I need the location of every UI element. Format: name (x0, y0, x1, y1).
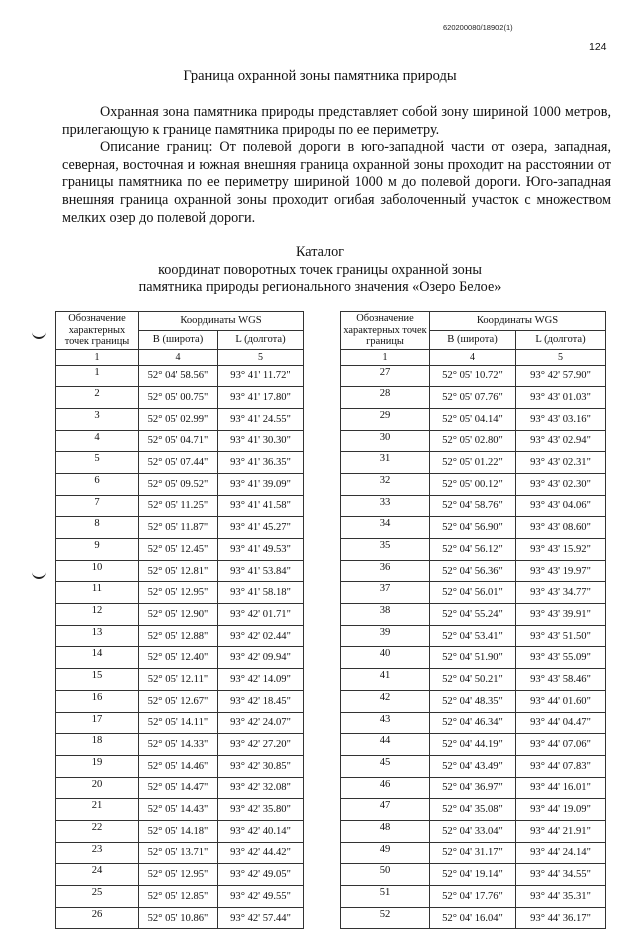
latitude-cell: 52° 04' 56.01" (430, 582, 516, 604)
table-row (56, 647, 304, 669)
latitude-cell: 52° 05' 07.44" (139, 452, 218, 474)
point-number: 30 (341, 430, 430, 452)
point-number: 2 (56, 387, 139, 409)
longitude-cell: 93° 43' 02.94" (516, 430, 606, 452)
header-latitude: B (широта) (139, 330, 218, 349)
latitude-cell: 52° 04' 33.04" (430, 820, 516, 842)
table-row (341, 473, 606, 495)
table-row (341, 842, 606, 864)
latitude-cell: 52° 04' 48.35" (430, 690, 516, 712)
longitude-cell: 93° 41' 24.55" (218, 408, 304, 430)
longitude-cell: 93° 41' 49.53" (218, 539, 304, 561)
longitude-cell: 93° 44' 04.47" (516, 712, 606, 734)
longitude-cell: 93° 42' 49.05" (218, 864, 304, 886)
longitude-cell: 93° 44' 21.91" (516, 820, 606, 842)
longitude-cell: 93° 44' 16.01" (516, 777, 606, 799)
point-number: 43 (341, 712, 430, 734)
table-row (341, 387, 606, 409)
latitude-cell: 52° 04' 35.08" (430, 799, 516, 821)
longitude-cell: 93° 43' 08.60" (516, 517, 606, 539)
longitude-cell: 93° 43' 02.30" (516, 473, 606, 495)
longitude-cell: 93° 43' 03.16" (516, 408, 606, 430)
point-number: 35 (341, 539, 430, 561)
table-row (56, 777, 304, 799)
latitude-cell: 52° 04' 56.36" (430, 560, 516, 582)
table-row (56, 886, 304, 908)
table-row (56, 365, 304, 387)
point-number: 49 (341, 842, 430, 864)
longitude-cell: 93° 41' 30.30" (218, 430, 304, 452)
longitude-cell: 93° 44' 34.55" (516, 864, 606, 886)
point-number: 1 (56, 365, 139, 387)
latitude-cell: 52° 04' 31.17" (430, 842, 516, 864)
point-number: 15 (56, 669, 139, 691)
table-row (56, 560, 304, 582)
longitude-cell: 93° 42' 14.09" (218, 669, 304, 691)
point-number: 38 (341, 604, 430, 626)
point-number: 37 (341, 582, 430, 604)
header-longitude: L (долгота) (516, 330, 606, 349)
point-number: 48 (341, 820, 430, 842)
header-point-designation: Обозначение характерных точек границы (341, 312, 430, 350)
latitude-cell: 52° 05' 13.71" (139, 842, 218, 864)
table-row (341, 517, 606, 539)
point-number: 10 (56, 560, 139, 582)
header-point-designation: Обозначение характерных точек границы (56, 312, 139, 350)
latitude-cell: 52° 05' 04.14" (430, 408, 516, 430)
table-row (341, 604, 606, 626)
catalog-subtitle-2: памятника природы регионального значения «Озеро Белое» (138, 279, 502, 295)
coordinates-table-left (55, 311, 304, 929)
latitude-cell: 52° 05' 09.52" (139, 473, 218, 495)
latitude-cell: 52° 05' 14.47" (139, 777, 218, 799)
column-number: 5 (516, 349, 606, 365)
table-row (56, 517, 304, 539)
table-row (341, 799, 606, 821)
table-row (341, 886, 606, 908)
longitude-cell: 93° 44' 01.60" (516, 690, 606, 712)
column-number: 5 (218, 349, 304, 365)
section-title: Граница охранной зоны памятника природы (183, 68, 457, 84)
table-row (56, 473, 304, 495)
point-number: 14 (56, 647, 139, 669)
longitude-cell: 93° 42' 57.44" (218, 907, 304, 929)
latitude-cell: 52° 05' 12.67" (139, 690, 218, 712)
table-row (341, 820, 606, 842)
table-row (341, 734, 606, 756)
page-number: 124 (589, 41, 607, 53)
table-row (341, 365, 606, 387)
latitude-cell: 52° 04' 56.90" (430, 517, 516, 539)
catalog-heading (0, 244, 640, 297)
latitude-cell: 52° 05' 11.25" (139, 495, 218, 517)
point-number: 17 (56, 712, 139, 734)
latitude-cell: 52° 05' 12.45" (139, 539, 218, 561)
latitude-cell: 52° 04' 56.12" (430, 539, 516, 561)
latitude-cell: 52° 05' 14.46" (139, 755, 218, 777)
table-row (56, 669, 304, 691)
point-number: 28 (341, 387, 430, 409)
paragraph-boundary-description: Описание границ: От полевой дороги в юго-западной части от озера, западная, северная, восточная и южная внешняя граница охранной зоны проходит на расстоянии от границы памятника по ее периметру шириной 1000 м до полевой дороги. Юго-западная внешняя граница охранной зоны проходит огибая заболоченный участок с множеством мелких озер до полевой дороги. (62, 139, 611, 226)
table-row (56, 842, 304, 864)
longitude-cell: 93° 43' 39.91" (516, 604, 606, 626)
point-number: 27 (341, 365, 430, 387)
longitude-cell: 93° 43' 58.46" (516, 669, 606, 691)
paragraph-zone-width: Охранная зона памятника природы представляет собой зону шириной 1000 метров, прилегающую к границе памятника природы по ее периметру. (62, 104, 611, 138)
table-row (56, 799, 304, 821)
table-row (56, 582, 304, 604)
latitude-cell: 52° 04' 19.14" (430, 864, 516, 886)
column-number: 4 (139, 349, 218, 365)
table-row (341, 712, 606, 734)
longitude-cell: 93° 42' 40.14" (218, 820, 304, 842)
table-row (341, 907, 606, 929)
point-number: 7 (56, 495, 139, 517)
header-wgs-coordinates: Координаты WGS (430, 312, 606, 331)
point-number: 24 (56, 864, 139, 886)
longitude-cell: 93° 42' 02.44" (218, 625, 304, 647)
point-number: 32 (341, 473, 430, 495)
table-row (56, 539, 304, 561)
latitude-cell: 52° 05' 02.99" (139, 408, 218, 430)
latitude-cell: 52° 05' 02.80" (430, 430, 516, 452)
latitude-cell: 52° 04' 46.34" (430, 712, 516, 734)
table-row (56, 495, 304, 517)
longitude-cell: 93° 41' 11.72" (218, 365, 304, 387)
table-row (56, 452, 304, 474)
longitude-cell: 93° 43' 55.09" (516, 647, 606, 669)
longitude-cell: 93° 42' 57.90" (516, 365, 606, 387)
longitude-cell: 93° 44' 35.31" (516, 886, 606, 908)
latitude-cell: 52° 04' 36.97" (430, 777, 516, 799)
table-row (56, 604, 304, 626)
table-row (56, 690, 304, 712)
longitude-cell: 93° 44' 19.09" (516, 799, 606, 821)
point-number: 44 (341, 734, 430, 756)
binder-hole-mark (32, 330, 46, 339)
document-id: 620200080/18902(1) (443, 23, 513, 32)
table-row (56, 907, 304, 929)
latitude-cell: 52° 04' 53.41" (430, 625, 516, 647)
table-row (341, 452, 606, 474)
longitude-cell: 93° 43' 51.50" (516, 625, 606, 647)
point-number: 42 (341, 690, 430, 712)
point-number: 16 (56, 690, 139, 712)
latitude-cell: 52° 05' 12.81" (139, 560, 218, 582)
coordinates-table-right (340, 311, 606, 929)
longitude-cell: 93° 41' 36.35" (218, 452, 304, 474)
table-row (341, 755, 606, 777)
latitude-cell: 52° 05' 14.33" (139, 734, 218, 756)
longitude-cell: 93° 44' 07.83" (516, 755, 606, 777)
longitude-cell: 93° 41' 53.84" (218, 560, 304, 582)
longitude-cell: 93° 44' 07.06" (516, 734, 606, 756)
point-number: 50 (341, 864, 430, 886)
latitude-cell: 52° 04' 16.04" (430, 907, 516, 929)
table-row (341, 647, 606, 669)
point-number: 12 (56, 604, 139, 626)
latitude-cell: 52° 04' 50.21" (430, 669, 516, 691)
point-number: 25 (56, 886, 139, 908)
point-number: 13 (56, 625, 139, 647)
latitude-cell: 52° 04' 17.76" (430, 886, 516, 908)
latitude-cell: 52° 05' 01.22" (430, 452, 516, 474)
header-longitude: L (долгота) (218, 330, 304, 349)
latitude-cell: 52° 05' 12.88" (139, 625, 218, 647)
latitude-cell: 52° 04' 58.56" (139, 365, 218, 387)
table-row (341, 625, 606, 647)
latitude-cell: 52° 05' 12.90" (139, 604, 218, 626)
latitude-cell: 52° 04' 51.90" (430, 647, 516, 669)
table-row (56, 387, 304, 409)
latitude-cell: 52° 05' 00.75" (139, 387, 218, 409)
point-number: 36 (341, 560, 430, 582)
point-number: 5 (56, 452, 139, 474)
point-number: 20 (56, 777, 139, 799)
latitude-cell: 52° 05' 12.85" (139, 886, 218, 908)
longitude-cell: 93° 43' 02.31" (516, 452, 606, 474)
table-row (341, 777, 606, 799)
binder-hole-mark (32, 570, 46, 579)
point-number: 47 (341, 799, 430, 821)
longitude-cell: 93° 42' 09.94" (218, 647, 304, 669)
table-row (56, 625, 304, 647)
longitude-cell: 93° 42' 30.85" (218, 755, 304, 777)
point-number: 45 (341, 755, 430, 777)
header-wgs-coordinates: Координаты WGS (139, 312, 304, 331)
latitude-cell: 52° 04' 55.24" (430, 604, 516, 626)
point-number: 9 (56, 539, 139, 561)
latitude-cell: 52° 04' 58.76" (430, 495, 516, 517)
header-latitude: B (широта) (430, 330, 516, 349)
point-number: 29 (341, 408, 430, 430)
point-number: 23 (56, 842, 139, 864)
point-number: 33 (341, 495, 430, 517)
point-number: 22 (56, 820, 139, 842)
table-row (341, 690, 606, 712)
column-number: 1 (56, 349, 139, 365)
latitude-cell: 52° 05' 04.71" (139, 430, 218, 452)
latitude-cell: 52° 05' 12.95" (139, 864, 218, 886)
point-number: 3 (56, 408, 139, 430)
point-number: 6 (56, 473, 139, 495)
longitude-cell: 93° 41' 45.27" (218, 517, 304, 539)
column-number: 1 (341, 349, 430, 365)
longitude-cell: 93° 42' 24.07" (218, 712, 304, 734)
point-number: 41 (341, 669, 430, 691)
point-number: 51 (341, 886, 430, 908)
table-row (56, 430, 304, 452)
longitude-cell: 93° 44' 24.14" (516, 842, 606, 864)
point-number: 34 (341, 517, 430, 539)
longitude-cell: 93° 41' 17.80" (218, 387, 304, 409)
latitude-cell: 52° 05' 00.12" (430, 473, 516, 495)
longitude-cell: 93° 41' 41.58" (218, 495, 304, 517)
table-row (56, 820, 304, 842)
column-number: 4 (430, 349, 516, 365)
table-row (341, 560, 606, 582)
longitude-cell: 93° 42' 35.80" (218, 799, 304, 821)
point-number: 40 (341, 647, 430, 669)
latitude-cell: 52° 04' 43.49" (430, 755, 516, 777)
latitude-cell: 52° 05' 12.11" (139, 669, 218, 691)
point-number: 52 (341, 907, 430, 929)
point-number: 39 (341, 625, 430, 647)
table-row (56, 408, 304, 430)
table-row (56, 734, 304, 756)
longitude-cell: 93° 42' 44.42" (218, 842, 304, 864)
table-row (341, 430, 606, 452)
longitude-cell: 93° 42' 01.71" (218, 604, 304, 626)
longitude-cell: 93° 41' 58.18" (218, 582, 304, 604)
longitude-cell: 93° 41' 39.09" (218, 473, 304, 495)
point-number: 21 (56, 799, 139, 821)
point-number: 8 (56, 517, 139, 539)
longitude-cell: 93° 43' 34.77" (516, 582, 606, 604)
point-number: 46 (341, 777, 430, 799)
table-row (341, 864, 606, 886)
point-number: 4 (56, 430, 139, 452)
table-row (341, 669, 606, 691)
longitude-cell: 93° 44' 36.17" (516, 907, 606, 929)
body-text (62, 104, 611, 227)
point-number: 11 (56, 582, 139, 604)
longitude-cell: 93° 43' 19.97" (516, 560, 606, 582)
latitude-cell: 52° 05' 12.40" (139, 647, 218, 669)
longitude-cell: 93° 42' 27.20" (218, 734, 304, 756)
latitude-cell: 52° 05' 14.18" (139, 820, 218, 842)
table-row (341, 582, 606, 604)
latitude-cell: 52° 05' 12.95" (139, 582, 218, 604)
point-number: 26 (56, 907, 139, 929)
latitude-cell: 52° 05' 11.87" (139, 517, 218, 539)
point-number: 31 (341, 452, 430, 474)
catalog-subtitle-1: координат поворотных точек границы охранной зоны (158, 261, 482, 278)
latitude-cell: 52° 05' 10.72" (430, 365, 516, 387)
table-row (56, 712, 304, 734)
table-row (341, 539, 606, 561)
table-row (341, 495, 606, 517)
catalog-title: Каталог (296, 244, 344, 260)
longitude-cell: 93° 43' 01.03" (516, 387, 606, 409)
latitude-cell: 52° 05' 14.43" (139, 799, 218, 821)
longitude-cell: 93° 42' 18.45" (218, 690, 304, 712)
point-number: 19 (56, 755, 139, 777)
latitude-cell: 52° 05' 14.11" (139, 712, 218, 734)
longitude-cell: 93° 43' 15.92" (516, 539, 606, 561)
table-row (341, 408, 606, 430)
table-row (56, 864, 304, 886)
latitude-cell: 52° 05' 07.76" (430, 387, 516, 409)
table-row (56, 755, 304, 777)
longitude-cell: 93° 42' 49.55" (218, 886, 304, 908)
longitude-cell: 93° 43' 04.06" (516, 495, 606, 517)
latitude-cell: 52° 05' 10.86" (139, 907, 218, 929)
longitude-cell: 93° 42' 32.08" (218, 777, 304, 799)
point-number: 18 (56, 734, 139, 756)
latitude-cell: 52° 04' 44.19" (430, 734, 516, 756)
